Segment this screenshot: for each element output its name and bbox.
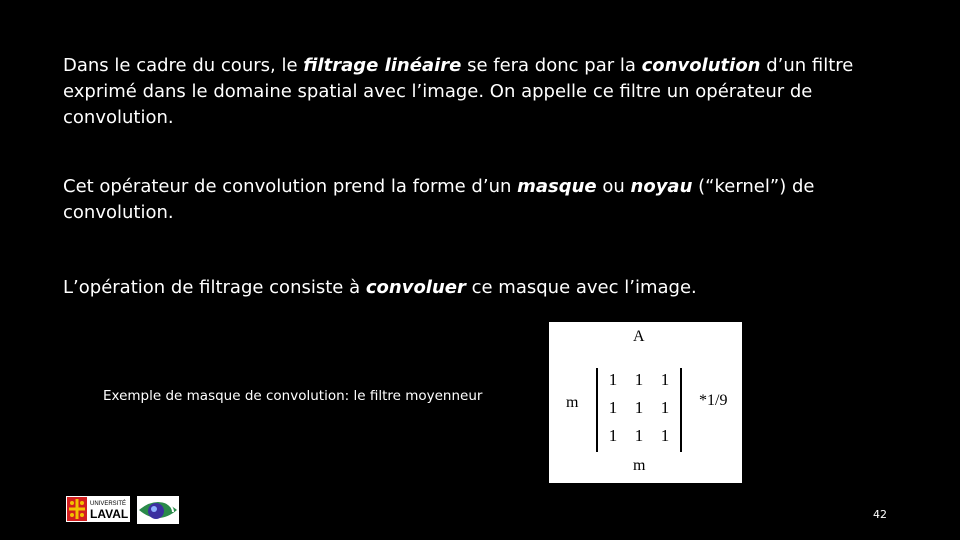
matrix-left-bar	[596, 368, 598, 452]
text-segment: (“kernel”) de convolution.	[63, 176, 815, 223]
matrix-cell: 1	[608, 426, 618, 445]
text-segment: ou	[596, 176, 631, 197]
logo-text-laval: LAVAL	[90, 507, 129, 521]
matrix-cell: 1	[660, 370, 670, 389]
matrix-cell: 1	[634, 426, 644, 445]
matrix-label-a: A	[633, 328, 645, 345]
matrix-scale-factor: *1/9	[699, 392, 728, 409]
text-segment: se fera donc par la	[461, 55, 642, 76]
text-segment: Cet opérateur de convolution prend la forme d’un	[63, 176, 518, 197]
matrix-label-cols: m	[633, 457, 646, 474]
logo-text-universite: UNIVERSITÉ	[90, 501, 127, 507]
paragraph-masque-noyau	[63, 174, 903, 226]
emphasis-masque: masque	[517, 176, 597, 197]
paragraph-filtrage-lineaire	[63, 53, 903, 131]
matrix-cell: 1	[608, 370, 618, 389]
text-segment: d’un filtre exprimé dans le domaine spatial avec l’image. On appelle ce filtre un opérateur de convolution.	[63, 55, 854, 128]
emphasis-filtrage-lineaire: filtrage linéaire	[303, 55, 462, 76]
matrix-cell: 1	[634, 370, 644, 389]
emphasis-convoluer: convoluer	[365, 277, 466, 298]
text-segment: ce masque avec l’image.	[465, 277, 697, 298]
emphasis-noyau: noyau	[630, 176, 693, 197]
figure-caption: Exemple de masque de convolution: le filtre moyenneur	[103, 388, 483, 404]
text-segment: Dans le cadre du cours, le	[63, 55, 304, 76]
eye-logo	[137, 496, 179, 524]
paragraph-operation-filtrage	[63, 275, 903, 301]
matrix-cell: 1	[634, 398, 644, 417]
matrix-cell: 1	[660, 398, 670, 417]
matrix-cell: 1	[660, 426, 670, 445]
emphasis-convolution: convolution	[641, 55, 761, 76]
matrix-label-rows: m	[566, 394, 579, 411]
matrix-cell: 1	[608, 398, 618, 417]
text-segment: L’opération de filtrage consiste à	[63, 277, 366, 298]
convolution-mask-figure	[549, 322, 742, 483]
universite-laval-logo	[66, 496, 130, 522]
matrix-right-bar	[680, 368, 682, 452]
page-number: 42	[873, 508, 887, 521]
